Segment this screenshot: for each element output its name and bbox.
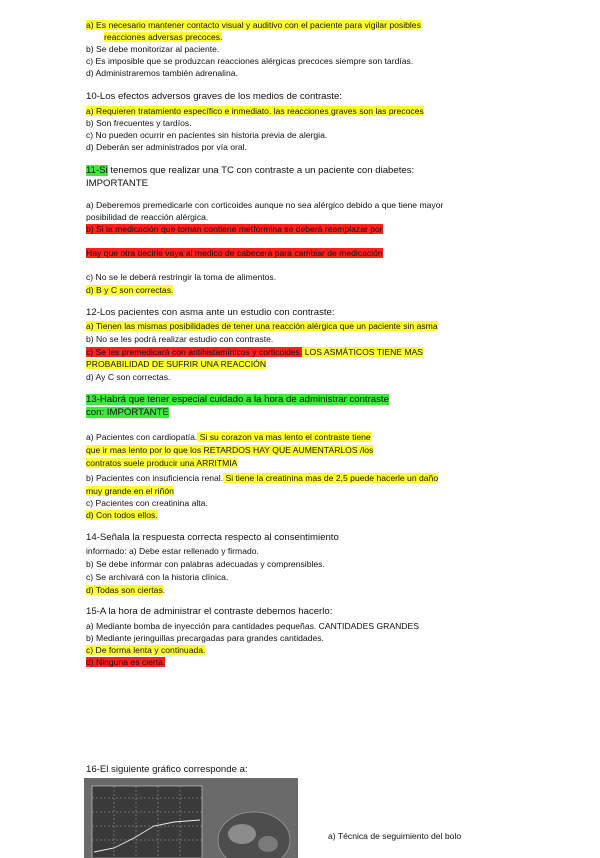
q13-option-b-cont bbox=[86, 486, 174, 497]
highlight: d) Ninguna es cierta. bbox=[86, 657, 166, 667]
q13-option-c: c) Pacientes con creatinina alta. bbox=[86, 498, 208, 508]
q11-note: IMPORTANTE bbox=[86, 178, 149, 189]
q11-title bbox=[86, 165, 414, 177]
q11-option-d bbox=[86, 285, 173, 296]
q10-option-b: b) Son frecuentes y tardíos. bbox=[86, 118, 192, 128]
highlight: reacciones adversas precoces. bbox=[104, 32, 223, 42]
q9-option-b: b) Se debe monitorizar al paciente. bbox=[86, 44, 220, 54]
q12-title: 12-Los pacientes con asma ante un estudio con contraste: bbox=[86, 307, 335, 318]
q9-option-d: d) Administraremos también adrenalina. bbox=[86, 68, 238, 78]
q9-option-c: c) Es imposible que se produzcan reacciones alérgicas precoces siempre son tardías. bbox=[86, 56, 414, 66]
q10-option-a bbox=[86, 106, 424, 117]
q15-option-c bbox=[86, 645, 205, 656]
q9-option-a bbox=[86, 20, 421, 31]
q15-option-d bbox=[86, 657, 165, 668]
option-text: b) Pacientes con insuficiencia renal. bbox=[86, 473, 224, 483]
highlight: PROBABILIDAD DE SUFRIR UNA REACCIÓN bbox=[86, 359, 267, 369]
highlight: LOS ASMÁTICOS TIENE MAS bbox=[302, 347, 424, 357]
q14-title: 14-Señala la respuesta correcta respecto al consentimiento bbox=[86, 532, 339, 543]
q12-option-c-cont bbox=[86, 359, 266, 370]
q13-option-d bbox=[86, 510, 158, 521]
highlight: con: IMPORTANTE bbox=[86, 407, 169, 418]
q13-title-cont bbox=[86, 407, 169, 419]
question-text: tenemos que realizar una TC con contraste a un paciente con diabetes: bbox=[107, 165, 415, 176]
q14-option-c: c) Se archivará con la historia clínica. bbox=[86, 572, 229, 582]
highlight: c) Se les premedicará con antihistamínicos y corticoides. bbox=[86, 347, 303, 357]
highlight: a) Es necesario mantener contacto visual y auditivo con el paciente para vigilar posibles bbox=[86, 20, 421, 30]
highlight: b) Si la medicación que toman contiene metformina se deberá reemplazar por bbox=[86, 224, 383, 234]
q10-option-c: c) No pueden ocurrir en pacientes sin historia previa de alergia. bbox=[86, 130, 328, 140]
q15-option-a: a) Mediante bomba de inyección para cantidades pequeñas. CANTIDADES GRANDES bbox=[86, 621, 419, 631]
q11-option-c: c) No se le deberá restringir la toma de alimentos. bbox=[86, 272, 277, 282]
highlight: d) Con todos ellos. bbox=[86, 510, 158, 520]
q12-option-b: b) No se les podrá realizar estudio con contraste. bbox=[86, 334, 274, 344]
q13-option-b bbox=[86, 473, 438, 484]
question-number: 11-Si bbox=[86, 165, 108, 176]
highlight: muy grande en el riñón bbox=[86, 486, 174, 496]
highlight: a) Tienen las mismas posibilidades de tener una reacción alérgica que un paciente sin asma bbox=[86, 321, 438, 331]
q13-option-a-cont bbox=[86, 445, 373, 456]
q14-option-b: b) Se debe informar con palabras adecuadas y comprensibles. bbox=[86, 559, 325, 569]
highlight: contratos suele producir una ARRITMIA bbox=[86, 458, 238, 468]
punctuation: . bbox=[162, 585, 166, 595]
q16-option-a: a) Técnica de seguimiento del bolo bbox=[328, 831, 462, 841]
highlight: 13-Habrá que tener especial cuidado a la hora de administrar contraste bbox=[86, 394, 389, 405]
highlight: d) B y C son correctas. bbox=[86, 285, 174, 295]
q12-option-c bbox=[86, 347, 423, 358]
q12-option-d: d) Ay C son correctas. bbox=[86, 372, 171, 382]
q10-title: 10-Los efectos adversos graves de los medios de contraste: bbox=[86, 91, 342, 102]
q13-option-a-cont2 bbox=[86, 458, 237, 469]
q14-option-a: informado: a) Debe estar rellenado y firmado. bbox=[86, 546, 259, 556]
q15-option-b: b) Mediante jeringuillas precargadas para grandes cantidades. bbox=[86, 633, 324, 643]
q13-option-a bbox=[86, 432, 371, 443]
q11-option-a: a) Deberemos premedicarle con corticoides aunque no sea alérgico debido a que tiene mayor bbox=[86, 200, 444, 210]
q9-option-a-cont bbox=[104, 32, 222, 43]
q11-option-a-cont: posibilidad de reacción alérgica. bbox=[86, 212, 209, 222]
q10-option-d: d) Deberán ser administrados por vía oral. bbox=[86, 142, 247, 152]
highlight: a) Requieren tratamiento específico e inmediato. las reacciones graves son las precoces bbox=[86, 106, 424, 116]
highlight: Si su corazon va mas lento el contraste tiene bbox=[197, 432, 371, 442]
ct-scan-image bbox=[84, 778, 298, 858]
q11-option-b bbox=[86, 224, 383, 235]
option-text: a) Pacientes con cardiopatía. bbox=[86, 432, 198, 442]
highlight: Si tiene la creatinina mas de 2,5 puede hacerle un daño bbox=[223, 473, 439, 483]
q13-title bbox=[86, 394, 389, 406]
highlight: Hay que otra decirle vaya al medico de cabecera para cambiar de medicación bbox=[86, 248, 383, 258]
highlight: c) De forma lenta y continuada. bbox=[86, 645, 206, 655]
q16-title: 16-El siguiente gráfico corresponde a: bbox=[86, 764, 248, 775]
highlight: que ir mas lento por lo que los RETARDOS HAY QUE AUMENTARLOS /los bbox=[86, 445, 374, 455]
ct-graph-image bbox=[84, 778, 298, 858]
q11-extra-note bbox=[86, 248, 383, 259]
highlight: d) Todas son ciertas bbox=[86, 585, 163, 595]
q14-option-d bbox=[86, 585, 165, 596]
q12-option-a bbox=[86, 321, 438, 332]
q15-title: 15-A la hora de administrar el contraste debemos hacerlo: bbox=[86, 606, 333, 617]
